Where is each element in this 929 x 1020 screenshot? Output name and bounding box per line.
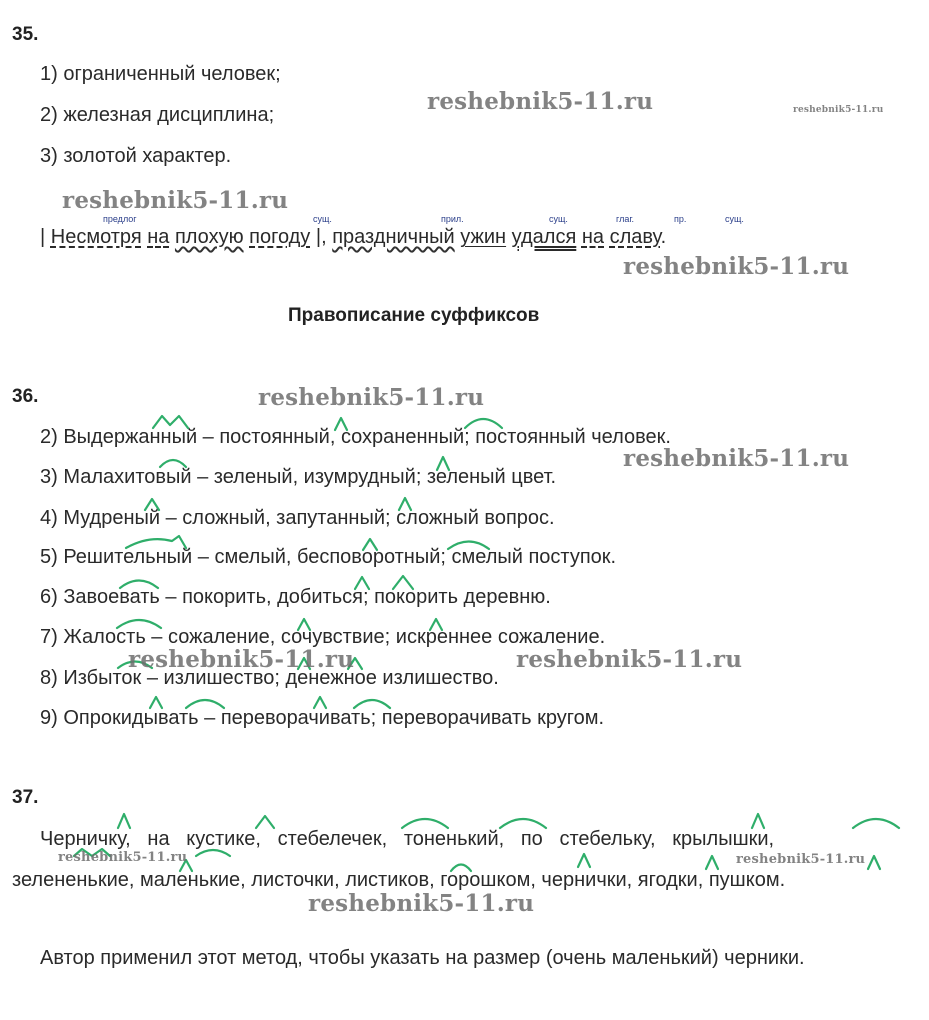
suffix-mark (853, 819, 899, 828)
ex36-item: 3) Малахитовый – зеленый, изумрудный; зеленый цвет. (40, 466, 557, 488)
ex36-item: 9) Опрокидывать – переворачивать; переворачивать кругом. (40, 707, 605, 729)
ex35-item: 1) ограниченный человек; (40, 63, 281, 85)
watermark: reshebnik5-11.ru (623, 445, 850, 472)
ex35-item: 2) железная дисциплина; (40, 104, 275, 126)
watermark: reshebnik5-11.ru (427, 88, 654, 115)
suffix-mark (402, 819, 448, 828)
suffix-mark (868, 856, 880, 869)
watermark: reshebnik5-11.ru (793, 105, 884, 115)
period: . (660, 226, 667, 248)
suffix-mark (118, 814, 130, 828)
suffix-mark (126, 536, 186, 548)
pos-label: сущ. (549, 214, 568, 224)
clause-bracket: | (315, 226, 322, 248)
suffix-mark (298, 619, 310, 630)
suffix-mark (399, 498, 411, 510)
watermark: reshebnik5-11.ru (308, 890, 535, 917)
pos-label: прил. (441, 214, 464, 224)
pos-label: предлог (103, 214, 137, 224)
word-nesmotrya: Несмотря (50, 226, 142, 248)
ex35-item: 3) золотой характер. (40, 145, 232, 167)
ex37-line-1: Черничку, на кустике, стебелечек, тоненький, по стебельку, крылышки, (40, 828, 775, 850)
suffix-mark (448, 542, 489, 550)
watermark: reshebnik5-11.ru (736, 852, 866, 867)
suffix-mark (500, 819, 546, 828)
suffix-mark (150, 697, 162, 708)
word-na: на (581, 226, 605, 248)
word-prazdnichny: праздничный (332, 226, 455, 248)
ex37-line-2: зелененькие, маленькие, листочки, листиков, горошком, чернички, ягодки, пушком. (12, 869, 786, 891)
exercise-37-number: 37. (12, 787, 39, 808)
suffix-mark (465, 419, 502, 428)
suffix-mark (335, 418, 347, 430)
word-pogodu: погоду (249, 226, 311, 248)
suffix-mark (578, 854, 590, 867)
ex36-item: 4) Мудреный – сложный, запутанный; сложный вопрос. (40, 507, 555, 529)
suffix-mark (437, 457, 449, 470)
watermark: reshebnik5-11.ru (62, 187, 289, 214)
suffix-mark (256, 816, 274, 828)
suffix-mark (706, 856, 718, 869)
word-udalsya: удался (511, 226, 577, 248)
ex36-item: 2) Выдержанный – постоянный, сохраненный; постоянный человек. (40, 426, 671, 448)
pos-label: сущ. (725, 214, 744, 224)
suffix-mark (186, 700, 224, 708)
suffix-mark (145, 499, 159, 510)
pos-label: сущ. (313, 214, 332, 224)
suffix-mark (752, 814, 764, 828)
suffix-mark (160, 460, 186, 467)
clause-bracket: | (40, 226, 46, 248)
section-heading: Правописание суффиксов (288, 305, 540, 326)
ex36-item: 7) Жалость – сожаление, сочувствие; искреннее сожаление. (40, 626, 606, 648)
suffix-mark (430, 619, 442, 630)
word-uzhin: ужин (460, 226, 507, 248)
watermark: reshebnik5-11.ru (128, 646, 355, 673)
word-slavu: славу (609, 226, 661, 248)
ex37-conclusion: Автор применил этот метод, чтобы указать на размер (очень маленький) черники. (40, 947, 805, 969)
ex36-item: 8) Избыток – излишество; денежное излишество. (40, 667, 499, 689)
suffix-mark (153, 416, 188, 428)
suffix-mark (196, 850, 230, 856)
watermark: reshebnik5-11.ru (58, 850, 188, 865)
pos-label: глаг. (616, 214, 635, 224)
ex36-item: 6) Завоевать – покорить, добиться; покорить деревню. (40, 586, 551, 608)
comma: , (321, 226, 327, 248)
watermark: reshebnik5-11.ru (258, 384, 485, 411)
suffix-mark (363, 539, 377, 550)
suffix-mark (120, 581, 158, 589)
word-plokhuyu: плохую (174, 226, 244, 248)
word-na: на (147, 226, 170, 248)
suffix-mark (451, 865, 471, 872)
suffix-mark (117, 620, 161, 628)
watermark: reshebnik5-11.ru (623, 253, 850, 280)
suffix-mark (355, 577, 369, 589)
exercise-35-number: 35. (12, 24, 39, 45)
suffix-mark (393, 576, 413, 589)
ex36-item: 5) Решительный – смелый, бесповоротный; смелый поступок. (40, 546, 617, 568)
pos-label: пр. (674, 214, 687, 224)
suffix-mark (354, 700, 390, 708)
exercise-36-number: 36. (12, 386, 39, 407)
watermark: reshebnik5-11.ru (516, 646, 743, 673)
suffix-mark (314, 697, 326, 708)
